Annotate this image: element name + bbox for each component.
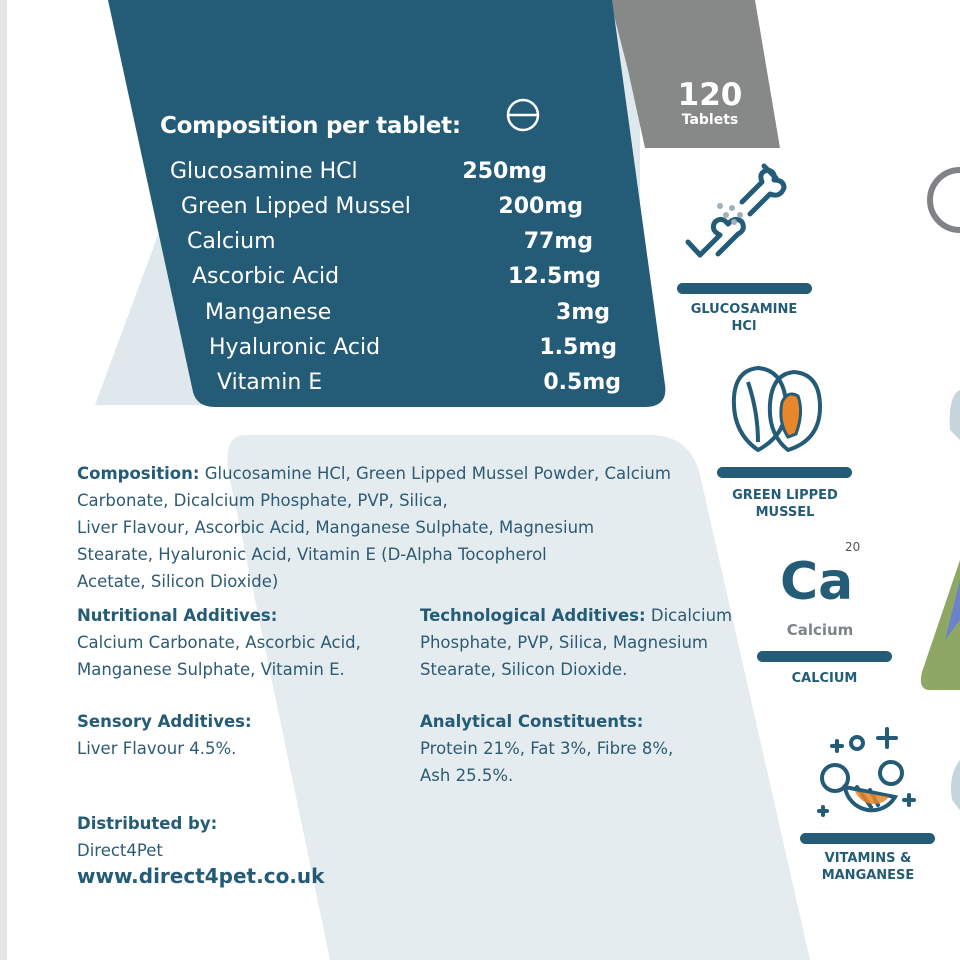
ingredient-name: Green Lipped Mussel <box>181 194 411 219</box>
ingredient-name: Manganese <box>205 300 332 325</box>
feature-label-line: MUSSEL <box>755 505 815 520</box>
sensory-additives-block <box>77 708 407 762</box>
ingredient-name: Hyaluronic Acid <box>209 335 381 360</box>
ingredient-amount: 3mg <box>556 300 610 325</box>
tablet-count-unit: Tablets <box>681 112 739 128</box>
distributor-block <box>77 810 407 890</box>
ingredient-name: Calcium <box>187 229 276 254</box>
analytical-heading: Analytical Constituents: <box>420 712 644 731</box>
ingredient-amount: 200mg <box>498 194 583 219</box>
tablet-count: 120 <box>677 77 743 113</box>
technological-additives-block <box>420 602 760 683</box>
tablet-count-badge <box>640 78 780 128</box>
composition-text: Liver Flavour, Ascorbic Acid, Manganese Sulphate, Magnesium <box>77 518 595 537</box>
technological-text: Dicalcium <box>650 606 733 625</box>
feature-bar <box>677 283 812 294</box>
feature-label-line: MANGANESE <box>821 868 915 883</box>
technological-heading: Technological Additives: <box>420 606 646 625</box>
analytical-text: Ash 25.5%. <box>420 766 514 785</box>
vitamins-fruit-icon <box>815 725 920 820</box>
joint-bone-icon <box>680 160 800 275</box>
distributor-website-link[interactable]: www.direct4pet.co.uk <box>77 864 325 888</box>
composition-text: Stearate, Hyaluronic Acid, Vitamin E (D-Alpha Tocopherol <box>77 545 547 564</box>
feature-bar <box>717 467 852 478</box>
nutritional-text: Calcium Carbonate, Ascorbic Acid, <box>77 633 361 652</box>
feature-bar <box>757 651 892 662</box>
ingredient-name: Vitamin E <box>217 370 323 395</box>
composition-block <box>77 460 717 595</box>
technological-text: Stearate, Silicon Dioxide. <box>420 660 628 679</box>
feature-label-vitamins <box>798 850 938 884</box>
element-number: 20 <box>845 540 861 554</box>
composition-text: Glucosamine HCl, Green Lipped Mussel Powder, Calcium <box>204 464 671 483</box>
element-name: Calcium <box>786 621 854 639</box>
feature-label-line: HCl <box>731 319 757 334</box>
ingredient-amount: 0.5mg <box>543 370 621 395</box>
analytical-constituents-block <box>420 708 750 789</box>
ingredient-amount: 77mg <box>523 229 593 254</box>
ingredient-amount: 1.5mg <box>539 335 617 360</box>
feature-label-line: GREEN LIPPED <box>732 488 838 503</box>
ingredient-name: Glucosamine HCl <box>170 159 358 184</box>
feature-bar <box>800 833 935 844</box>
mussel-icon <box>728 362 828 457</box>
feature-label-glucosamine <box>676 301 812 335</box>
nutritional-additives-block <box>77 602 407 683</box>
sensory-text: Liver Flavour 4.5%. <box>77 739 237 758</box>
ingredient-name: Ascorbic Acid <box>192 264 340 289</box>
analytical-text: Protein 21%, Fat 3%, Fibre 8%, <box>420 739 674 758</box>
feature-label-line: CALCIUM <box>791 671 858 686</box>
distributor-name: Direct4Pet <box>77 841 163 860</box>
nutritional-text: Manganese Sulphate, Vitamin E. <box>77 660 345 679</box>
composition-text: Acetate, Silicon Dioxide) <box>77 572 279 591</box>
feature-label-calcium <box>757 670 892 687</box>
ingredient-amount: 250mg <box>462 159 547 184</box>
distributor-heading: Distributed by: <box>77 814 218 833</box>
feature-label-line: VITAMINS & <box>824 851 912 866</box>
feature-label-line: GLUCOSAMINE <box>690 302 798 317</box>
composition-table-title: Composition per tablet: <box>160 113 461 139</box>
tablet-icon <box>505 97 541 133</box>
ingredient-amount: 12.5mg <box>508 264 601 289</box>
technological-text: Phosphate, PVP, Silica, Magnesium <box>420 633 708 652</box>
calcium-element-icon: Ca <box>780 552 854 612</box>
composition-text: Carbonate, Dicalcium Phosphate, PVP, Silica, <box>77 491 448 510</box>
sensory-heading: Sensory Additives: <box>77 712 252 731</box>
feature-label-mussel <box>715 487 855 521</box>
composition-heading: Composition: <box>77 464 200 483</box>
nutritional-heading: Nutritional Additives: <box>77 606 278 625</box>
